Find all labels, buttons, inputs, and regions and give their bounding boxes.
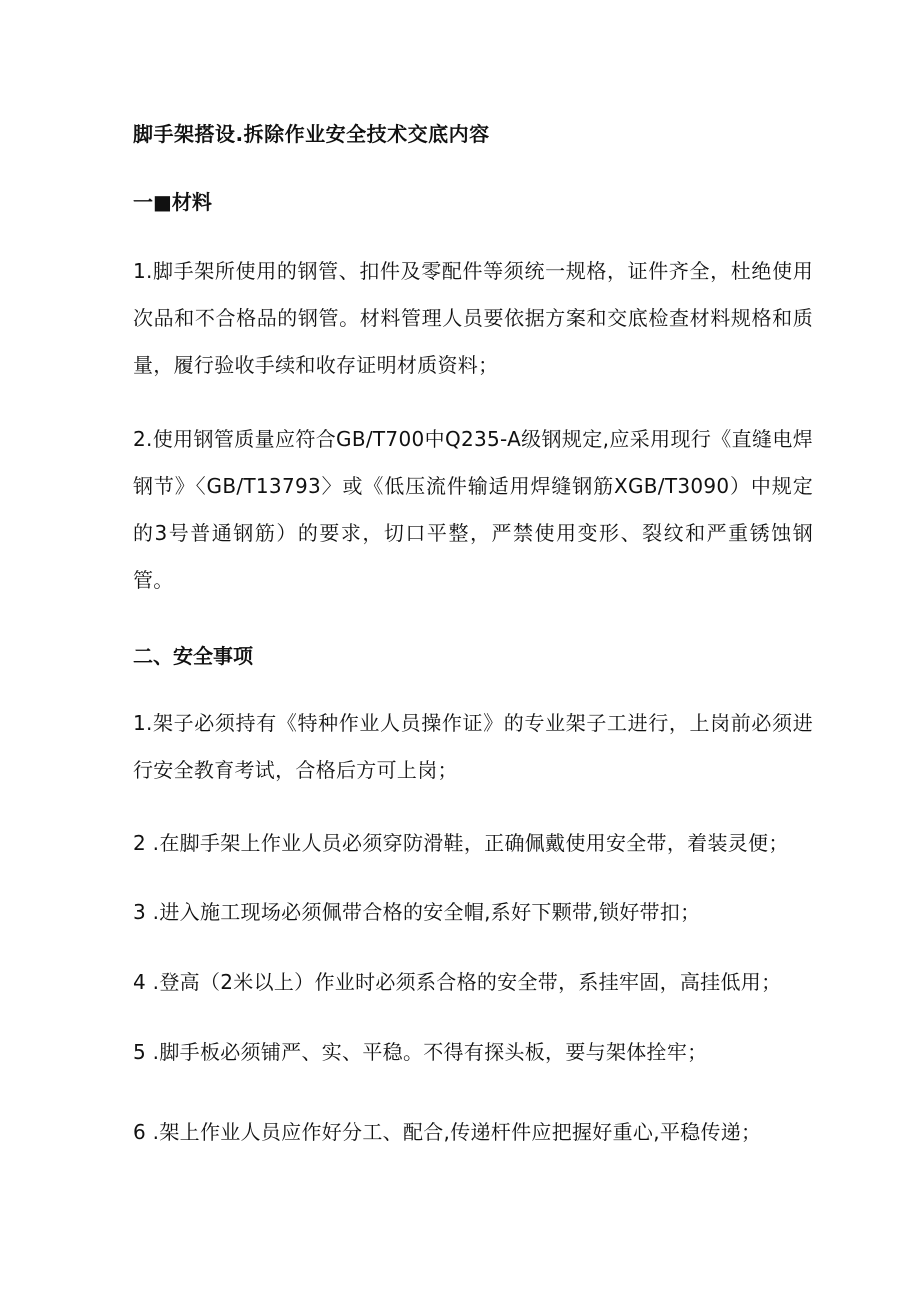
document-title: 脚手架搭设.拆除作业安全技术交底内容 [133, 122, 490, 146]
safety-item-5: 5 .脚手板必须铺严、实、平稳。不得有探头板，要与架体拴牢； [133, 1040, 708, 1064]
safety-item-1: 1.架子必须持有《特种作业人员操作证》的专业架子工进行，上岗前必须进行安全教育考试，合格后方可上岗； [133, 711, 813, 782]
materials-item-1: 1.脚手架所使用的钢管、扣件及零配件等须统一规格，证件齐全，杜绝使用次品和不合格品的钢管。材料管理人员要依据方案和交底检查材料规格和质量，履行验收手续和收存证明材质资料； [133, 259, 813, 377]
safety-item-6: 6 .架上作业人员应作好分工、配合,传递杆件应把握好重心,平稳传递； [133, 1120, 762, 1144]
materials-item-2: 2.使用钢管质量应符合GB/T700中Q235-A级钢规定,应采用现行《直缝电焊钢节》〈GB/T13793〉或《低压流件输适用焊缝钢筋XGB/T3090）中规定的3号普通钢筋）的要求，切口平整，严禁使用变形、裂纹和严重锈蚀钢管。 [133, 427, 813, 592]
safety-item-2: 2 .在脚手架上作业人员必须穿防滑鞋，正确佩戴使用安全带，着装灵便； [133, 831, 789, 855]
section-heading-materials: 一■材料 [133, 190, 212, 214]
section-heading-safety: 二、安全事项 [133, 644, 253, 668]
safety-item-4: 4 .登高（2米以上）作业时必须系合格的安全带，系挂牢固，高挂低用； [133, 970, 782, 994]
safety-item-3: 3 .进入施工现场必须佩带合格的安全帽,系好下颗带,锁好带扣； [133, 900, 701, 924]
